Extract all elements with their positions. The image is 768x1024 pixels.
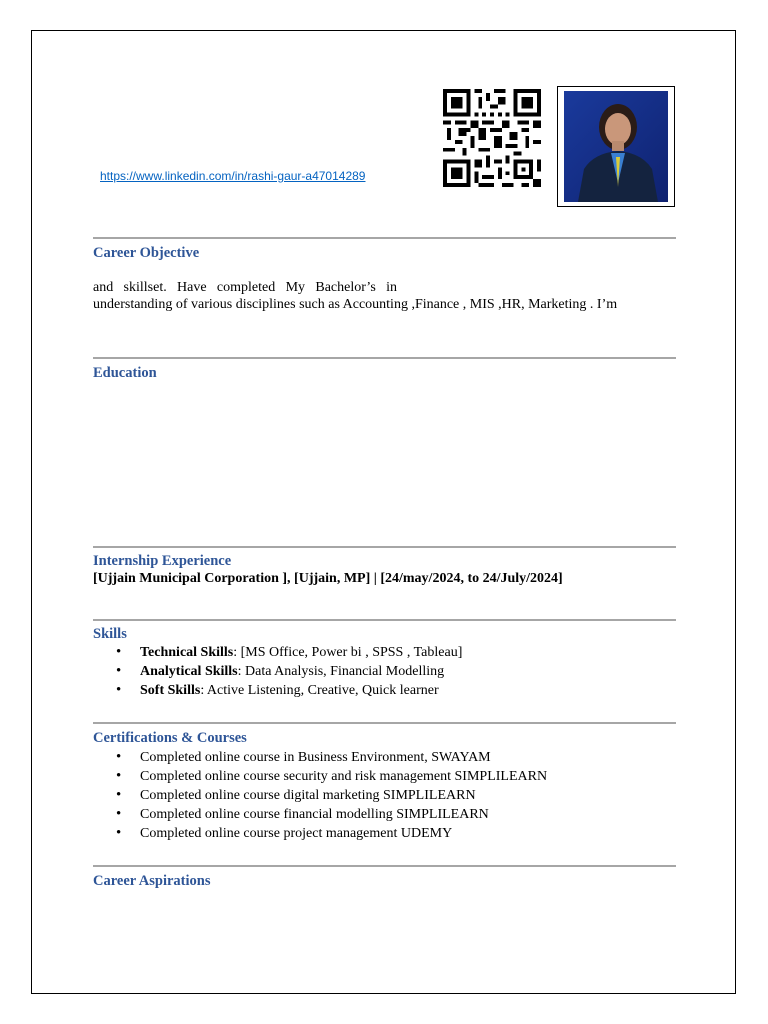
list-item: • Completed online course project management UDEMY [116,824,547,843]
list-item [116,643,462,662]
skills-list [116,643,462,700]
career-objective-line-1: and skillset. Have completed My Bachelor’s in [93,280,397,295]
certifications-heading: Certifications & Courses [93,730,247,746]
certifications-list [116,748,547,843]
list-item: • Completed online course financial modelling SIMPLILEARN [116,805,547,824]
profile-photo [564,91,668,202]
skill-label: Technical Skills [140,645,234,660]
list-item [116,681,462,700]
education-heading: Education [93,365,157,381]
linkedin-link[interactable]: https://www.linkedin.com/in/rashi-gaur-a47014289 [100,169,366,183]
career-aspirations-heading: Career Aspirations [93,873,211,889]
skills-heading: Skills [93,626,127,642]
divider [93,546,676,548]
qr-code-icon [440,89,544,187]
skill-value: : Active Listening, Creative, Quick learner [200,683,439,698]
career-objective-text [93,279,676,313]
career-objective-heading: Career Objective [93,245,200,261]
internship-heading: Internship Experience [93,553,232,569]
skill-value: : [MS Office, Power bi , SPSS , Tableau] [233,645,463,660]
skill-value: : Data Analysis, Financial Modelling [237,664,445,679]
profile-photo-frame [557,86,675,207]
list-item [116,662,462,681]
divider [93,722,676,724]
skill-label: Analytical Skills [140,664,238,679]
career-objective-line-2: understanding of various disciplines such as Accounting ,Finance , MIS ,HR, Marketing . I’m [93,297,618,312]
resume-page [31,30,736,994]
divider [93,357,676,359]
divider [93,865,676,867]
list-item: • Completed online course security and risk management SIMPLILEARN [116,767,547,786]
skill-label: Soft Skills [140,683,201,698]
list-item: • Completed online course digital marketing SIMPLILEARN [116,786,547,805]
divider [93,237,676,239]
divider [93,619,676,621]
internship-entry: [Ujjain Municipal Corporation ], [Ujjain, MP] | [24/may/2024, to 24/July/2024] [93,571,563,586]
list-item: • Completed online course in Business Environment, SWAYAM [116,748,547,767]
